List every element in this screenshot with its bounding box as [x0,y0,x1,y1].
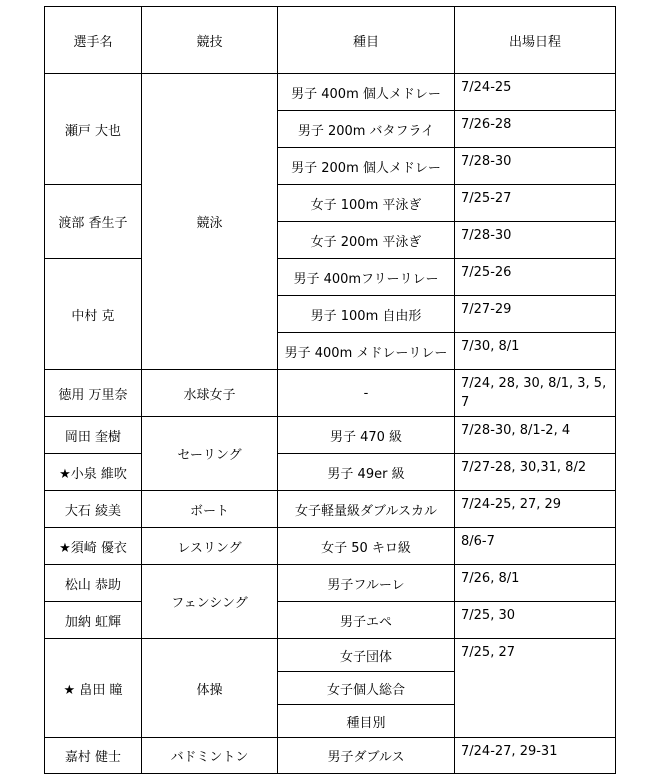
schedule-cell: 7/27-29 [455,296,616,333]
event-cell: 男子 100m 自由形 [278,296,455,333]
table-row [45,454,616,491]
athlete-cell: 松山 恭助 [45,565,142,602]
table-row [45,74,616,111]
athlete-cell: 瀬戸 大也 [45,74,142,185]
schedule-cell: 7/26, 8/1 [455,565,616,602]
table-row [45,528,616,565]
header-athlete: 選手名 [45,7,142,74]
schedule-cell: 7/28-30 [455,148,616,185]
schedule-cell: 7/28-30 [455,222,616,259]
event-cell: 女子個人総合 [278,672,455,705]
sport-cell: レスリング [142,528,278,565]
event-cell: 男子 200m バタフライ [278,111,455,148]
schedule-cell: 7/24-25 [455,74,616,111]
athlete-cell: 徳用 万里奈 [45,370,142,417]
table-row [45,259,616,296]
event-cell: 男子 400m 個人メドレー [278,74,455,111]
sport-cell: 水球女子 [142,370,278,417]
table-row [45,491,616,528]
event-cell: 男子 400mフリーリレー [278,259,455,296]
table-row [45,565,616,602]
event-cell: 女子 50 キロ級 [278,528,455,565]
schedule-cell: 7/25-26 [455,259,616,296]
schedule-cell: 7/25, 27 [455,639,616,738]
schedule-cell: 7/24-27, 29-31 [455,738,616,774]
event-cell: 男子 49er 級 [278,454,455,491]
schedule-cell: 7/28-30, 8/1-2, 4 [455,417,616,454]
athlete-cell: 加納 虹輝 [45,602,142,639]
event-cell: 男子フルーレ [278,565,455,602]
schedule-cell: 7/24-25, 27, 29 [455,491,616,528]
sport-cell: ボート [142,491,278,528]
sport-cell: 体操 [142,639,278,738]
event-cell: 女子 200m 平泳ぎ [278,222,455,259]
schedule-cell: 7/30, 8/1 [455,333,616,370]
table-row [45,602,616,639]
header-event: 種目 [278,7,455,74]
sport-cell: 競泳 [142,74,278,370]
athlete-cell: 岡田 奎樹 [45,417,142,454]
event-cell: 男子エペ [278,602,455,639]
sport-cell: バドミントン [142,738,278,774]
athlete-cell: ★ 畠田 瞳 [45,639,142,738]
table-row [45,417,616,454]
athlete-cell: 渡部 香生子 [45,185,142,259]
header-row [45,7,616,74]
athlete-cell: 嘉村 健士 [45,738,142,774]
event-cell: 男子ダブルス [278,738,455,774]
table-row [45,370,616,417]
sport-cell: セーリング [142,417,278,491]
sport-cell: フェンシング [142,565,278,639]
athlete-cell: 大石 綾美 [45,491,142,528]
olympic-schedule-table [44,6,616,774]
table-row [45,185,616,222]
schedule-cell: 7/24, 28, 30, 8/1, 3, 5, 7 [455,370,616,417]
athlete-cell: 中村 克 [45,259,142,370]
event-cell: 女子団体 [278,639,455,672]
event-cell: - [278,370,455,417]
header-sport: 競技 [142,7,278,74]
schedule-cell: 7/27-28, 30,31, 8/2 [455,454,616,491]
table-row [45,639,616,672]
athlete-cell: ★須崎 優衣 [45,528,142,565]
table-row [45,738,616,774]
event-cell: 女子 100m 平泳ぎ [278,185,455,222]
header-schedule: 出場日程 [455,7,616,74]
schedule-cell: 7/25, 30 [455,602,616,639]
event-cell: 男子 200m 個人メドレー [278,148,455,185]
event-cell: 女子軽量級ダブルスカル [278,491,455,528]
schedule-cell: 7/26-28 [455,111,616,148]
schedule-cell: 8/6-7 [455,528,616,565]
schedule-cell: 7/25-27 [455,185,616,222]
athlete-cell: ★小泉 維吹 [45,454,142,491]
event-cell: 種目別 [278,705,455,738]
event-cell: 男子 400m メドレーリレー [278,333,455,370]
event-cell: 男子 470 級 [278,417,455,454]
